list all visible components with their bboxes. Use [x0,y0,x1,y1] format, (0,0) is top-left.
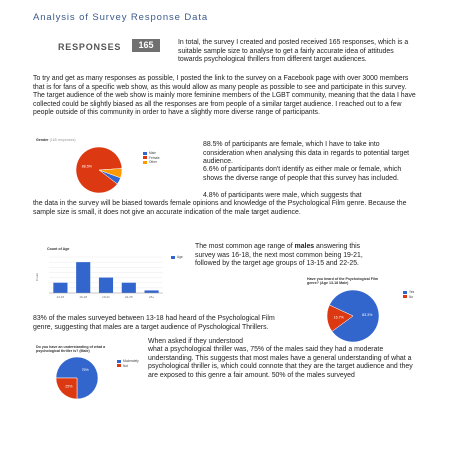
heard-of-chart-title: Have you heard of the Psychological Film genre? (Age 13-18 Male) [307,277,379,285]
age-chart [33,245,193,305]
age-chart-title: Count of Age [47,247,70,251]
method-paragraph: To try and get as many responses as possible, I posted the link to the survey on a Facebook page with over 3000 members that is for fans of a specific web show, as this would allow as many people as possible to see and participate in this survey. The target audience of the web show is mainly more feminine members of the LGBT community, meaning that the data I have collected could be slightly biased as all the responses are from people of a similar target audience. I reached out to a few people outside of this community in order to have a slightly more diverse range of participants. [33,75,416,117]
responses-label: RESPONSES [58,42,122,52]
age-bar-svg [33,245,193,305]
heard-of-pie-svg [305,276,420,344]
heard-of-slice-label-yes: 83.3% [362,312,373,317]
understanding-paragraph-2: what a psychological thriller was, 75% of the males said they had a moderate understanding. This suggests that most males have a general understanding of what a psychological thriller is, which could connote that they are the target audience and they are exposed to this genre a fair amount. 50% of the males surveyed [148,346,413,379]
age-bar-16-18 [76,262,90,293]
age-legend: Age [171,255,183,260]
heard-of-slice-label-no: 16.7% [333,315,344,320]
understanding-chart [33,345,143,400]
gender-stat-female: 88.5% of participants are female, which I have to take into consideration when analysing this data in regards to potential target audience. [203,141,410,166]
legend-item-not: Not [117,364,139,369]
age-tick-label-22-25: 22-25 [124,295,133,299]
gender-chart-title: Gender [36,138,49,142]
legend-item-yes: Yes [403,290,414,295]
age-tick-label-16-18: 16-18 [79,295,88,299]
legend-item-male: Male [143,151,160,156]
heard-of-chart [305,276,420,344]
gender-pie-svg [33,137,173,197]
legend-item-no: No [403,295,414,300]
gender-slice-label-female: 88.5% [81,164,92,169]
age-paragraph: The most common age range of males answering this survey was 16-18, the next most common being 19-21, followed by the target age groups of 13-15 and 22-25. [195,243,363,268]
gender-stat-other: 6.6% of participants don't identify as either male or female, which shows the diverse range of people that this survey has included. [203,166,402,182]
legend-item-moderately: Moderately [117,359,139,364]
heard-of-legend [403,290,414,299]
age-bar-22-25 [122,283,136,293]
gender-legend [143,151,160,165]
age-paragraph-bold: males [294,243,315,250]
heard-of-paragraph: 83% of the males surveyed between 13-18 had heard of the Psychological Film genre, suggesting that males are a target audience of Pyschological Thrillers. [33,315,275,331]
legend-item-female: Female [143,156,160,161]
age-y-axis-label: Count [35,272,39,282]
age-tick-label-13-15: 13-15 [56,295,65,299]
gender-stat-male: 4.8% of participants were male, which suggests that [203,192,362,199]
age-bar-19-21 [99,278,113,293]
understanding-pie-svg [33,345,143,400]
age-bar-13-15 [53,283,67,293]
intro-paragraph: In total, the survey I created and posted received 165 responses, which is a suitable sample size to analyse to get a fairly accurate idea of attitudes towards psychological thrillers from different target audiences. [178,39,409,64]
gender-chart [33,137,173,197]
legend-item-other: Other [143,160,160,165]
understanding-legend [117,359,139,368]
gender-bias-paragraph: the data in the survey will be biased towards female opinions and knowledge of the Psychological Film genre. Because the sample size is small, it does not give an accurate indication of the male target audience. [33,200,407,216]
understanding-chart-title: Do you have an understanding of what a psychological thriller is? (Male) [36,345,106,353]
understanding-slice-label-moderately: 75% [81,368,89,373]
gender-chart-subtitle: (165 responses) [49,138,76,142]
understanding-slice-label-not: 25% [65,384,73,389]
age-tick-label-19-21: 19-21 [102,295,110,299]
page-title: Analysis of Survey Response Data [33,12,209,23]
understanding-paragraph-1: When asked if they understood [148,338,243,345]
age-bar-26+ [145,290,159,293]
understanding-slice-not [56,378,77,399]
responses-count-badge: 165 [132,39,160,52]
age-tick-label-26+: 26+ [149,295,155,299]
